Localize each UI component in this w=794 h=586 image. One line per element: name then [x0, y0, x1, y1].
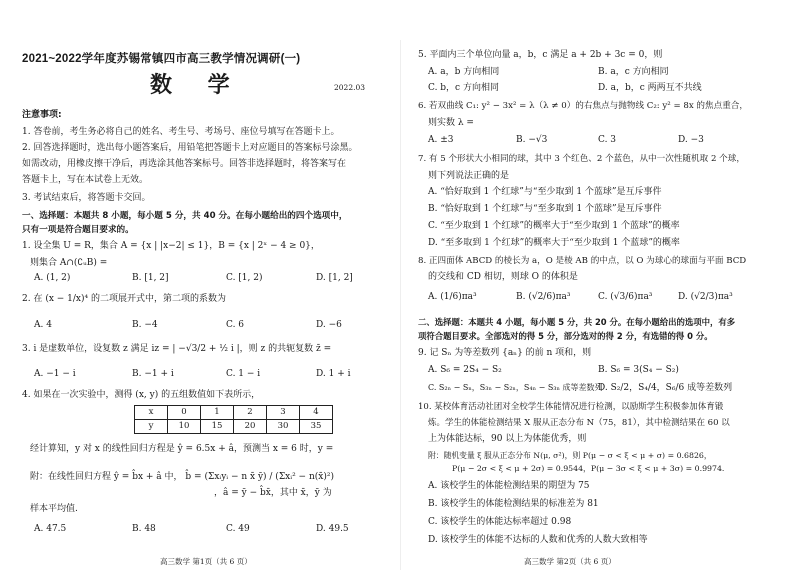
table-cell: 3: [267, 406, 300, 420]
question-2-prefix: 2. 在: [22, 294, 43, 304]
question-10: 10. 某校体育活动社团对全校学生体能情况进行检测，以励斯学生积极参加体育锻: [418, 402, 724, 412]
q8-option-a: A. (1/6)πa³: [428, 292, 477, 302]
table-cell: y: [135, 420, 168, 434]
q6-option-c: C. 3: [598, 135, 617, 145]
question-6: 6. 若双曲线 C₁: y² − 3x² = λ（λ ≠ 0）的右焦点与抛物线 C₂: y² = 8x 的焦点重合，: [418, 101, 748, 111]
q1-option-c: C. [1, 2): [226, 273, 263, 283]
q3-option-d: D. 1 + i: [316, 369, 351, 379]
table-cell: 0: [168, 406, 201, 420]
question-4c: 附：在线性回归方程 ŷ = b̂x + â 中，: [30, 472, 183, 482]
q5-option-b: B. a，c 方向相同: [598, 67, 669, 77]
q9-option-d: D. S₂/2，S₄/4，S₆/6 成等差数列: [598, 383, 733, 393]
q1-option-b: B. [1, 2]: [132, 273, 169, 283]
exam-title: 2021~2022学年度苏锡常镇四市高三教学情况调研(一): [22, 53, 301, 65]
exam-date: 2022.03: [334, 83, 366, 92]
q10-option-b: B. 该校学生的体能检测结果的标准差为 81: [428, 499, 599, 509]
question-10c: 上为体能达标，90 以上为体能优秀，则: [428, 434, 587, 444]
q6-option-d: D. −3: [678, 135, 704, 145]
q2-expression: (x − 1/x)⁴: [45, 294, 89, 304]
q4-formula-a: ，â = ȳ − b̂x̄，其中 x̄，ȳ 为: [214, 488, 332, 498]
q10-option-c: C. 该校学生的体能达标率超过 0.98: [428, 517, 572, 527]
q3-option-c: C. 1 − i: [226, 369, 261, 379]
q5-option-d: D. a，b，c 两两互不共线: [598, 83, 702, 93]
q4-option-b: B. 48: [132, 524, 156, 534]
q4-option-a: A. 47.5: [34, 524, 67, 534]
question-9: 9. 记 Sₙ 为等差数列 {aₙ} 的前 n 项和，则: [418, 348, 592, 358]
section-1-heading: 一、选择题：本题共 8 小题，每小题 5 分，共 40 分。在每小题给出的四个选项中，: [22, 211, 348, 221]
notice-3: 3. 考试结束后，将答题卡交回。: [22, 193, 151, 203]
page-1-footer: 高三数学 第1页（共 6 页）: [160, 557, 252, 566]
table-cell: 20: [234, 420, 267, 434]
q10-option-d: D. 该校学生的体能不达标的人数和优秀的人数大致相等: [428, 535, 648, 545]
question-5: 5. 平面内三个单位向量 a，b，c 满足 a + 2b + 3c = 0，则: [418, 50, 663, 60]
q10-note-1: 附：随机变量 ξ 服从正态分布 N(μ, σ²)，则 P(μ − σ < ξ < μ + σ) = 0.6826，: [428, 451, 712, 460]
notice-2: 2. 回答选择题时，选出每小题答案后，用铅笔把答题卡上对应题目的答案标号涂黑。: [22, 143, 358, 153]
q4-option-c: C. 49: [226, 524, 250, 534]
exam-page-2: [402, 0, 794, 586]
q3-option-a: A. −1 − i: [34, 369, 76, 379]
q7-option-a: A. “恰好取到 1 个红球”与“至少取到 1 个蓝球”是互斥事件: [428, 187, 662, 197]
table-cell: x: [135, 406, 168, 420]
q1-option-d: D. [1, 2]: [316, 273, 353, 283]
q10-option-a: A. 该校学生的体能检测结果的期望为 75: [428, 481, 590, 491]
q7-option-b: B. “恰好取到 1 个红球”与“至多取到 1 个蓝球”是互斥事件: [428, 204, 662, 214]
question-4: 4. 如果在一次实验中，测得 (x, y) 的五组数值如下表所示，: [22, 390, 261, 400]
q9-option-a: A. S₆ = 2S₄ − S₂: [428, 365, 502, 375]
question-1b: 则集合 A∩(∁ᵤB) =: [30, 258, 108, 268]
q5-option-a: A. a，b 方向相同: [428, 67, 500, 77]
section-2-heading-b: 项符合题目要求。全部选对的得 5 分，部分选对的得 2 分，有选错的得 0 分。: [418, 331, 713, 341]
question-7b: 则下列说法正确的是: [428, 171, 510, 181]
q6-option-a: A. ±3: [428, 135, 454, 145]
q4-option-d: D. 49.5: [316, 524, 349, 534]
question-7: 7. 有 5 个形状大小相同的球，其中 3 个红色、2 个蓝色，从中一次性随机取 2 个球，: [418, 154, 745, 164]
table-cell: 30: [267, 420, 300, 434]
q5-option-c: C. b，c 方向相同: [428, 83, 499, 93]
table-cell: 15: [201, 420, 234, 434]
subject-heading: 数 学: [150, 73, 244, 98]
section-1-heading-b: 只有一项是符合题目要求的。: [22, 225, 134, 235]
table-cell: 1: [201, 406, 234, 420]
section-2-heading: 二、选择题：本题共 4 小题，每小题 5 分，共 20 分。在每小题给出的选项中，有多: [418, 317, 736, 327]
question-4d: 样本平均值.: [30, 504, 78, 514]
q6-option-b: B. −√3: [516, 135, 548, 145]
question-1: 1. 设全集 U = R，集合 A = {x | |x−2| ≤ 1}，B = {x | 2ˣ − 4 ≥ 0}，: [22, 241, 320, 251]
q7-option-c: C. “至少取到 1 个红球”的概率大于“至少取到 1 个蓝球”的概率: [428, 221, 680, 231]
q2-option-a: A. 4: [34, 320, 52, 330]
question-8: 8. 正四面体 ABCD 的棱长为 a，O 是棱 AB 的中点，以 O 为球心的球面与平面 BCD: [418, 256, 747, 266]
question-2-suffix: 的二项展开式中，第二项的系数为: [91, 294, 227, 304]
q4-formula-b: b̂ = (Σxᵢyᵢ − n x̄ ȳ) / (Σxᵢ² − n(x̄)²): [185, 472, 334, 482]
q7-option-d: D. “至多取到 1 个红球”的概率大于“至少取到 1 个蓝球”的概率: [428, 238, 680, 248]
q9-option-b: B. S₆ = 3(S₄ − S₂): [598, 365, 679, 375]
question-8b: 的交线和 CD 相切，则球 O 的体积是: [428, 272, 578, 282]
table-row: [135, 406, 333, 420]
q9-option-c: C. S₂ₙ − Sₙ，S₃ₙ − S₂ₙ，S₄ₙ − S₃ₙ 成等差数列: [428, 383, 603, 392]
question-4b: 经计算知，y 对 x 的线性回归方程是 ŷ = 6.5x + â，预测当 x = 6 时，y =: [30, 444, 334, 454]
table-cell: 10: [168, 420, 201, 434]
q4-data-table: [134, 405, 333, 434]
table-cell: 4: [300, 406, 333, 420]
q1-option-a: A. (1, 2): [34, 273, 71, 283]
table-row: [135, 420, 333, 434]
q8-option-d: D. (√2/3)πa³: [678, 292, 733, 302]
q8-option-c: C. (√3/6)πa³: [598, 292, 653, 302]
page-divider: [400, 40, 401, 570]
q8-option-b: B. (√2/6)πa³: [516, 292, 571, 302]
q2-option-c: C. 6: [226, 320, 245, 330]
question-6b: 则实数 λ =: [428, 118, 474, 128]
q3-option-b: B. −1 + i: [132, 369, 174, 379]
page-2-footer: 高三数学 第2页（共 6 页）: [524, 557, 616, 566]
table-cell: 35: [300, 420, 333, 434]
notice-2c: 答题卡上，写在本试卷上无效。: [22, 175, 149, 185]
question-3: 3. i 是虚数单位，设复数 z 满足 iz = | −√3/2 + ½ i |，则 z 的共轭复数 z̄ =: [22, 344, 332, 354]
table-cell: 2: [234, 406, 267, 420]
q2-option-d: D. −6: [316, 320, 342, 330]
notice-2b: 如需改动，用橡皮擦干净后，再选涂其他答案标号。回答非选择题时，将答案写在: [22, 159, 347, 169]
notice-1: 1. 答卷前，考生务必将自己的姓名、考生号、考场号、座位号填写在答题卡上。: [22, 127, 340, 137]
q2-option-b: B. −4: [132, 320, 158, 330]
q10-note-2: P(μ − 2σ < ξ < μ + 2σ) = 0.9544，P(μ − 3σ < ξ < μ + 3σ) = 0.9974.: [452, 464, 725, 473]
notice-title: 注意事项:: [22, 110, 62, 120]
question-10b: 炼。学生的体能检测结果 X 服从正态分布 N（75，81），其中检测结果在 60 以: [428, 418, 730, 428]
